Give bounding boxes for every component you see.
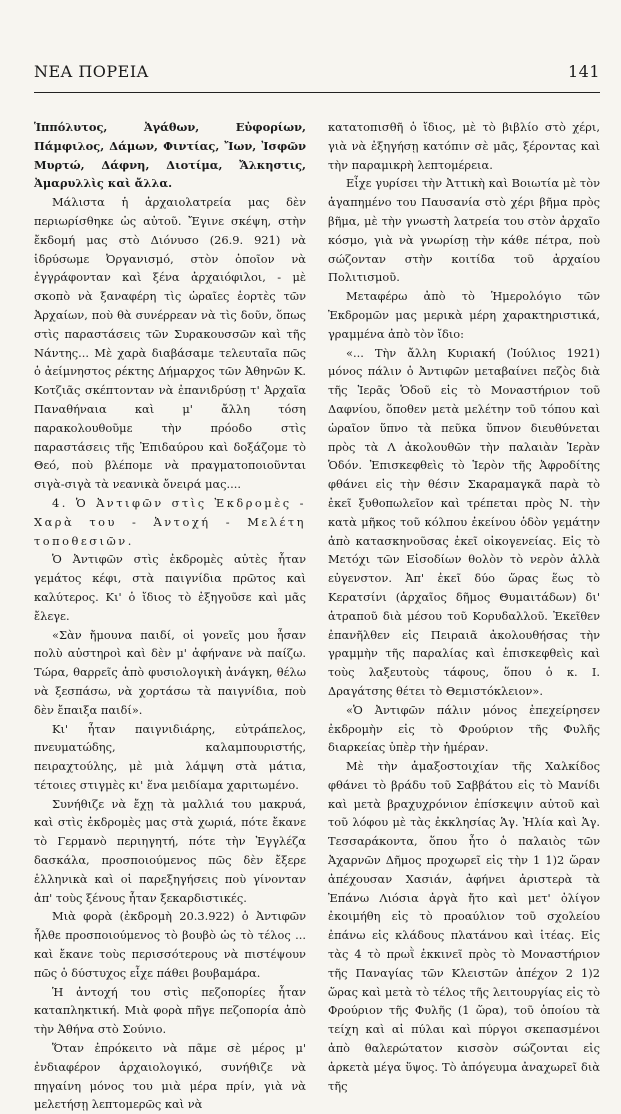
page	[34, 0, 600, 1112]
paragraph: Εἶχε γυρίσει τὴν Ἀττικὴ καὶ Βοιωτία μὲ τὸν ἀγαπημένο του Παυσανία στὸ χέρι βῆμα πρὸς βῆμα, μὲ τὴν γνωστὴ λατρεία του στὸν ἀρχαῖο κόσμο, γιὰ νὰ γνωρίσῃ τὴν κάθε πέτρα, ποὺ σώζονταν στὴν κοιτίδα τοῦ ἀρχαίου Πολιτισμοῦ.	[328, 176, 600, 285]
running-head	[34, 62, 600, 86]
text-columns	[34, 118, 600, 1114]
paragraph: Μιὰ φορὰ (ἐκδρομὴ 20.3.922) ὁ Ἀντιφῶν ἦλθε προσποιούμενος τὸ βουβὸ ὡς τὸ τέλος ... καὶ ἔκανε τοὺς περισσότερους νὰ πιστέψουν πῶς ὁ δύστυχος εἶχε πάθει βουβαμάρα.	[34, 909, 306, 980]
paragraph: «Σὰν ἤμουνα παιδί, οἱ γονεῖς μου ἦσαν πολὺ αὐστηροὶ καὶ δὲν μ' ἀφήνανε νὰ παίζω. Τώρα, θαρρεῖς ἀπὸ φυσιολογικὴ ἀνάγκη, θέλω νὰ ξεσπάσω, νὰ χορτάσω τὰ παιγνίδια, ποὺ δὲν ἔπαιξα παιδί».	[34, 627, 306, 717]
paragraph: «... Τὴν ἄλλη Κυριακή (Ἰούλιος 1921) μόνος πάλιν ὁ Ἀντιφῶν μεταβαίνει πεζὸς διὰ τῆς Ἱερᾶς Ὁδοῦ εἰς τὸ Μοναστήριον τοῦ Δαφνίου, ὅποθεν μετὰ μελέτην τοῦ τόπου καὶ ὡραῖον ὕπνο τὰ πεῦκα ὕπνον διευθύνεται πρὸς τὰ Λ ἀκολουθῶν τὴν παλαιὰν Ἱερὰν Ὁδόν. Ἐπισκεφθεὶς τὸ Ἱερὸν τῆς Ἀφροδίτης φθάνει εἰς τὴν θέσιν Σκαραμαγκᾶ παρὰ τὸ ἐκεῖ ξυθοπωλεῖον καὶ τρέπεται πρὸς Ν. τὴν κατὰ μῆκος τοῦ κόλπου ἐκείνου ὁδὸν γεμάτην ἀπὸ κατασκηνοῦσας ἐκεῖ οἰκογενείας. Εἰς τὸ Μετόχι τῶν Εἰσοδίων θολὸν τὸ νερὸν ἀλλὰ εὐγενστον. Ἀπ' ἐκεῖ δύο ὥρας ἕως τὸ Κερατσίνι (ἀρχαῖος δῆμος Θυμαιτάδων) δι' ἀτραποῦ διὰ μέσου τοῦ Κορυδαλλοῦ. Ἐκεῖθεν ἐπανῆλθεν εἰς Πειραιᾶ ἀκολουθήσας τὴν γραμμὴν τῆς παραλίας καὶ ἐπισκεφθεὶς καὶ τοὺς λαξευτοὺς τάφους, ὅπου ὁ κ. Ι. Δραγάτσης θέτει τὸ Θεμιστόκλειον».	[328, 345, 600, 698]
right-column	[328, 118, 600, 1114]
paragraph-text: Ἱππόλυτος, Ἀγάθων, Εὐφορίων, Πάμφιλος, Δάμων, Φιντίας, Ἴων, Ἰσφῶν Μυρτώ, Δάφνη, Διοτίμα, Ἄλκηστις, Ἀμαρυλλὶς καὶ ἄλλα.	[34, 120, 306, 191]
paragraph: Ἡ ἀντοχή του στὶς πεζοπορίες ἦταν καταπληκτική. Μιὰ φορὰ πῆγε πεζοπορία ἀπὸ τὴν Ἀθήνα στὸ Σούνιο.	[34, 984, 306, 1037]
header-rule	[34, 92, 600, 93]
paragraph: Συνήθιζε νὰ ἔχῃ τὰ μαλλιά του μακρυά, καὶ στὶς ἐκδρομὲς μας στὰ χωριά, πότε ἔκανε τὸ Γερμανὸ περιηγητή, πότε τὴν Ἐγγλέζα δασκάλα, προσποιούμενος πῶς δὲν ἔξερε ἑλληνικὰ καὶ οἱ παρεξηγήσεις ποὺ γίνονταν ἀπ' τοὺς ξένους ἦταν ξεκαρδιστικές.	[34, 796, 306, 905]
paragraph: «Ὁ Ἀντιφῶν πάλιν μόνος ἐπεχείρησεν ἐκδρομὴν εἰς τὸ Φρούριον τῆς Φυλῆς διαρκείας ὑπὲρ τὴν ἡμέραν.	[328, 702, 600, 755]
paragraph: Μὲ τὴν ἁμαξοστοιχίαν τῆς Χαλκίδος φθάνει τὸ βράδυ τοῦ Σαββάτου εἰς τὸ Μανίδι καὶ μετὰ βραχυχρόνιον ἐπίσκεψιν αὐτοῦ καὶ τοῦ λόφου μὲ τὰς ἐκκλησίας Ἁγ. Ἠλία καὶ Ἁγ. Τεσσαράκοντα, ὅπου ἦτο ὁ παλαιὸς τῶν Ἀχαρνῶν Δῆμος προχωρεῖ εἰς τὴν 1 1)2 ὥραν ἀπέχουσαν Χασιάν, ἀφήνει ἀριστερὰ τὰ Ἐπάνω Λιόσια ἀργὰ ἤτο καὶ μετ' ὀλίγον ἐκοιμήθη εἰς τὸ προαύλιον τοῦ σχολείου ἐπάνω εἰς κλάδους πλατάνου καὶ ἰτέας. Εἰς τὰς 4 τὸ πρωῒ ἐκκινεῖ πρὸς τὸ Μοναστήριον τῆς Παναγίας τῶν Κλειστῶν ἀπέχον 2 1)2 ὥρας καὶ μετὰ τὸ τέλος τῆς λειτουργίας εἰς τὸ Φρούριον τῆς Φυλῆς (1 ὥρα), τοῦ ὁποίου τὰ τείχη καὶ αἱ πύλαι καὶ πύργοι σκεπασμένοι ἀπὸ θαλερώτατον κισσὸν σώζονται εἰς ἀρκετὰ μέγα ὕψος. Τὸ ἀπόγευμα ἀναχωρεῖ διὰ τῆς	[328, 759, 600, 1093]
left-column	[34, 118, 306, 1114]
paragraph: Κι' ἦταν παιγνιδιάρης, εὐτράπελος, πνευματώδης, καλαμπουριστής, πειραχτούλης, μὲ μιὰ λάμψη στὰ μάτια, τέτοιες στιγμὲς κι' ἕνα μειδίαμα χαριτωμένο.	[34, 721, 306, 792]
paragraph: Ὁ Ἀντιφῶν στὶς ἐκδρομὲς αὐτὲς ἦταν γεμάτος κέφι, στὰ παιγνίδια πρῶτος καὶ καλύτερος. Κι' ὁ ἴδιος τὸ ἐξηγοῦσε καὶ μᾶς ἔλεγε.	[34, 552, 306, 623]
paragraph: Μεταφέρω ἀπὸ τὸ Ἡμερολόγιο τῶν Ἐκδρομῶν μας μερικὰ μέρη χαρακτηριστικά, γραμμένα ἀπὸ τὸν ἴδιο:	[328, 289, 600, 341]
page-number: 141	[567, 62, 600, 81]
section-heading: 4. Ὁ Ἀντιφῶν στὶς Ἐκδρομὲς - Χαρὰ του - Ἀντοχή - Μελέτη τοποθεσιῶν.	[34, 495, 306, 548]
paragraph: Ὅταν ἐπρόκειτο νὰ πᾶμε σὲ μέρος μ' ἐνδιαφέρον ἀρχαιολογικό, συνήθιζε νὰ πηγαίνη μόνος του μιὰ μέρα πρίν, γιὰ νὰ μελετήσῃ λεπτομερῶς καὶ νὰ	[34, 1041, 306, 1112]
paragraph: κατατοπισθῆ ὁ ἴδιος, μὲ τὸ βιβλίο στὸ χέρι, γιὰ νὰ ἐξηγήσῃ κατόπιν σὲ μᾶς, ξέροντας καὶ τὴν παραμικρὴ λεπτομέρεια.	[328, 120, 600, 172]
paragraph: Μάλιστα ἡ ἀρχαιολατρεία μας δὲν περιωρίσθηκε ὡς αὐτοῦ. Ἔγινε σκέψη, στὴν ἔκδομή μας στὸ Διόνυσο (26.9. 921) νὰ ἱδρύσωμε Ὀργανισμό, στὸν ὁποῖον νὰ ἐγγράφονταν καὶ ξένα ἀρχαιόφιλοι, - μὲ σκοπὸ νὰ ξαναφέρη τὶς ὡραῖες ἑορτὲς τῶν Ἀρχαίων, ποὺ θὰ συνέρρεαν νὰ τὶς δοῦν, ὅπως στὶς παραστάσεις τῶν Συρακουσσῶν καὶ τῆς Νάντης... Μὲ χαρὰ διαβάσαμε τελευταῖα πῶς ὁ ἀείμνηστος ρέκτης Δήμαρχος τῶν Ἀθηνῶν Κ. Κοτζιᾶς σκέπτονταν νὰ ἐπανιδρύσῃ τ' Ἀρχαῖα Παναθήναια καὶ μ' ἄλλη τόση παρακολουθοῦμε τὴν πρόοδο στὶς παραστάσεις τῆς Ἐπιδαύρου καὶ δοξάζομε τὸ Θεό, ποὺ βλέπομε νὰ πραγματοποιοῦνται σιγὰ-σιγὰ τὰ νεανικὰ ὄνειρά μας....	[34, 195, 306, 492]
journal-title: ΝΕΑ ΠΟΡΕΙΑ	[34, 62, 149, 81]
paragraph	[34, 118, 306, 193]
